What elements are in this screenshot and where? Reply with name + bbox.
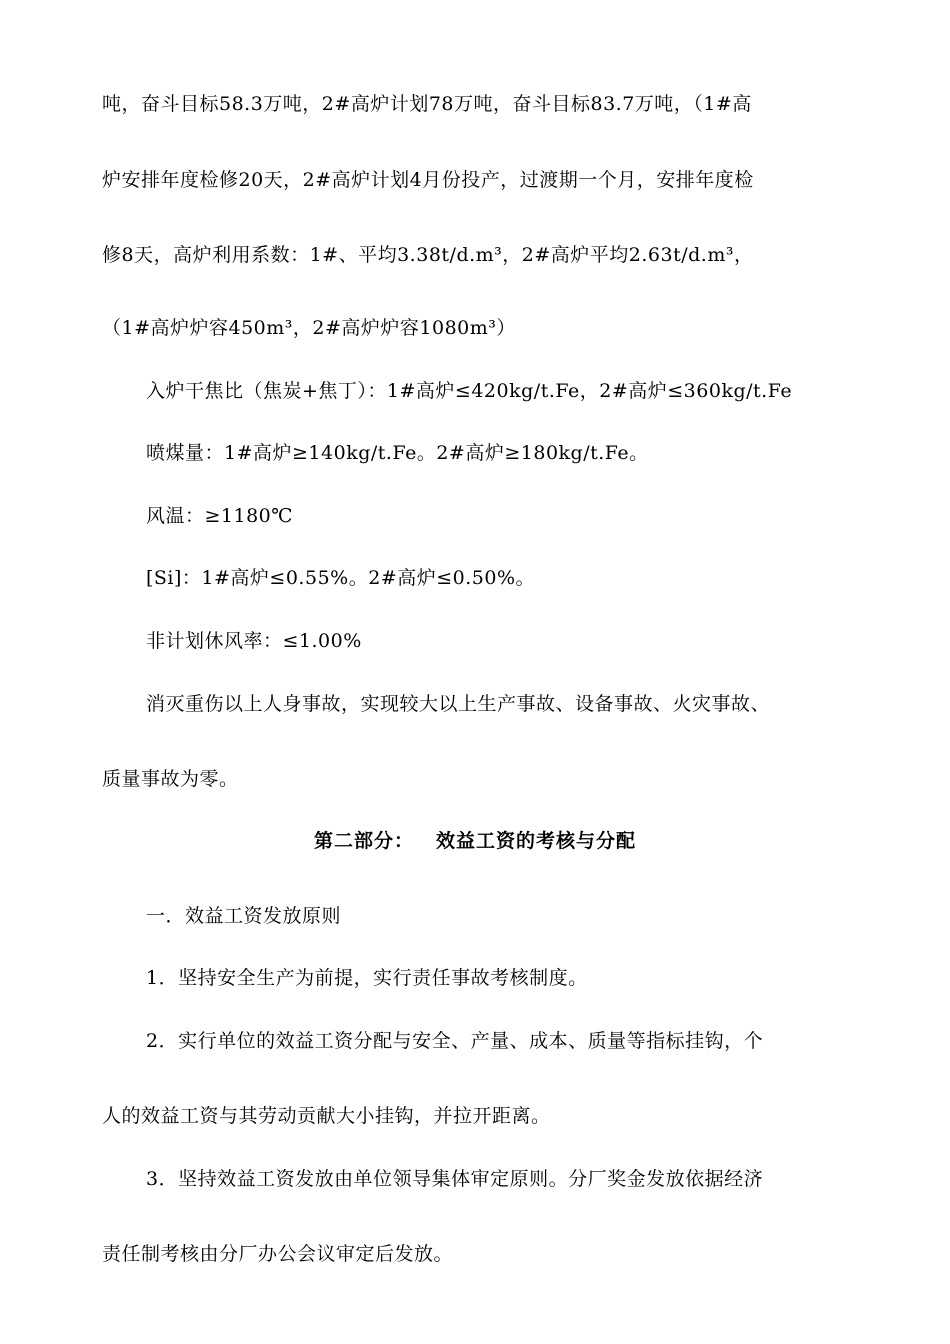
- list-item: 2．实行单位的效益工资分配与安全、产量、成本、质量等指标挂钩，个: [146, 1030, 764, 1052]
- text-line: 人的效益工资与其劳动贡献大小挂钩，并拉开距离。: [102, 1105, 551, 1127]
- text-line: 炉安排年度检修20天，2#高炉计划4月份投产，过渡期一个月，安排年度检: [102, 169, 754, 191]
- silicon-content-line: [Si]：1#高炉≤0.55%。2#高炉≤0.50%。: [146, 567, 535, 589]
- text-line: 吨，奋斗目标58.3万吨，2#高炉计划78万吨，奋斗目标83.7万吨，（1#高: [102, 93, 752, 115]
- text-line: 责任制考核由分厂办公会议审定后发放。: [102, 1243, 454, 1265]
- text-line: （1#高炉炉容450m³，2#高炉炉容1080m³）: [102, 317, 516, 339]
- safety-goal-line: 消灭重伤以上人身事故，实现较大以上生产事故、设备事故、火灾事故、: [146, 693, 771, 715]
- list-item: 1．坚持安全生产为前提，实行责任事故考核制度。: [146, 967, 588, 989]
- coal-injection-line: 喷煤量：1#高炉≥140kg/t.Fe。2#高炉≥180kg/t.Fe。: [146, 442, 649, 464]
- text-line: 质量事故为零。: [102, 768, 239, 790]
- section-heading-part: 第二部分：: [313, 830, 414, 852]
- blast-temperature-line: 风温：≥1180℃: [146, 505, 294, 527]
- section-heading: [0, 827, 950, 855]
- unplanned-outage-line: 非计划休风率：≤1.00%: [146, 630, 362, 652]
- text-line: 修8天，高炉利用系数：1#、平均3.38t/d.m³，2#高炉平均2.63t/d.m³，: [102, 244, 754, 266]
- list-item: 3．坚持效益工资发放由单位领导集体审定原则。分厂奖金发放依据经济: [146, 1168, 764, 1190]
- subsection-title: 一．效益工资发放原则: [146, 905, 342, 927]
- section-heading-title: 效益工资的考核与分配: [436, 830, 637, 852]
- coke-ratio-line: 入炉干焦比（焦炭+焦丁）：1#高炉≤420kg/t.Fe，2#高炉≤360kg/t.Fe: [146, 380, 793, 402]
